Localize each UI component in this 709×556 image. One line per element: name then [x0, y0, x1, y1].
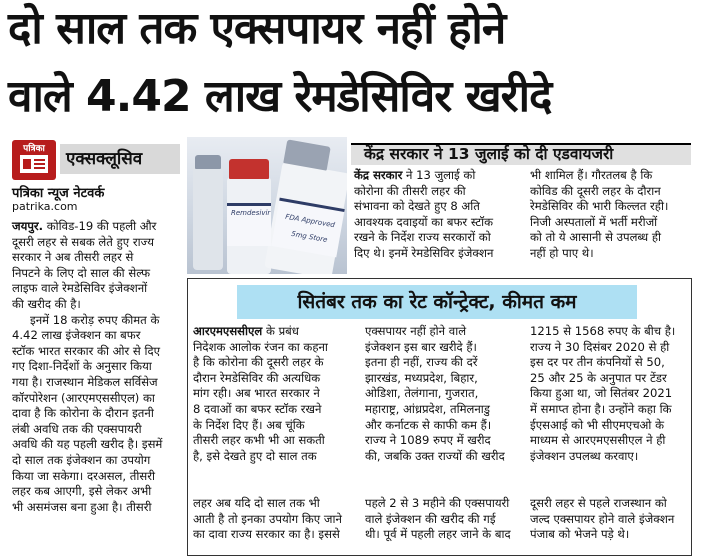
left-line: लाइफ वाले रेमडेसिविर इंजेक्शनों	[12, 281, 148, 296]
pullquote-heading: सितंबर तक का रेट कॉन्ट्रेक्ट, कीमत कम	[297, 291, 577, 313]
vial-brand-label: Remdesivir	[231, 209, 271, 217]
bottom1-line: का दावा राज्य सरकार का है। इससे	[193, 527, 340, 542]
left-line: इनमें 18 करोड़ रुपए कीमत के	[30, 312, 160, 327]
box2-line: की, जबकि उक्त राज्यों की खरीद	[365, 448, 505, 463]
website-link[interactable]: patrika.com	[12, 200, 78, 213]
box2-line: इंजेक्शन इस बार खरीदे हैं।	[365, 339, 477, 354]
bottom3-line: जल्द एक्सपायर होने वाले इंजेक्शन	[530, 511, 675, 526]
box1-line: मांग रही। अब भारत सरकार ने	[193, 386, 320, 401]
left-line: लंबी अवधि तक की एक्सपायरी	[12, 421, 142, 436]
box1-line: आरएमएससीएल के प्रबंध	[193, 324, 299, 338]
mid-top-line: आवश्यक दवाइयों का बफर स्टॉक	[354, 214, 494, 229]
box1-line: तीसरी लहर कभी भी आ सकती	[193, 433, 325, 448]
box3-line: किया हुआ था, जो सितंबर 2021	[530, 386, 673, 401]
left-line: सरकार ने अब तीसरी लहर से	[12, 250, 134, 265]
mid-top-line: रखने के निर्देश राज्य सरकारों को	[354, 230, 491, 245]
box3-line: इंजेक्शन उपलब्ध करवाए।	[530, 448, 639, 463]
left-line: की खरीद की है।	[12, 296, 81, 311]
left-line: गए दिशा-निर्देशों के अनुसार किया	[12, 359, 152, 374]
box-column-3	[530, 324, 690, 464]
bottom2-line: वाले इंजेक्शन की खरीद की गई	[365, 511, 496, 526]
box3-line: ईएसआई को भी सीएमएचओ के	[530, 417, 665, 432]
left-line: किया जा सकेगा। दरअसल, तीसरी	[12, 468, 155, 483]
box1-line: निदेशक आलोक रंजन का कहना	[193, 339, 328, 354]
box-column-2	[365, 324, 521, 464]
right-top-line: कोविड की दूसरी लहर के दौरान	[530, 183, 661, 198]
left-line: 4.42 लाख इंजेक्शन का बफर	[12, 328, 141, 343]
headline-line-1: दो साल तक एक्सपायर नहीं होने	[8, 3, 506, 54]
mid-top-column	[354, 168, 519, 262]
left-line: स्टॉक भारत सरकार की ओर से दिए	[12, 343, 161, 358]
left-line: जयपुर. कोविड-19 की पहली और	[12, 219, 157, 233]
box1-line: है, इसे देखते हुए दो साल तक	[193, 448, 317, 463]
dateline: जयपुर.	[12, 219, 44, 233]
box2-line: इतना ही नहीं, राज्य की दरें	[365, 355, 478, 370]
box3-line: राज्य ने 30 दिसंबर 2020 से ही	[530, 339, 670, 354]
mid-top-line: दिए थे। इनमें रेमडेसिविर इंजेक्शन	[354, 245, 494, 260]
headline-line-2: वाले 4.42 लाख रेमडेसिविर खरीदे	[8, 71, 552, 122]
bottom1-line: लहर अब यदि दो साल तक भी	[193, 496, 320, 510]
box2-line: और कर्नाटक से काफी कम हैं।	[365, 417, 492, 432]
newspaper-icon	[20, 155, 48, 173]
right-top-column	[530, 168, 692, 262]
exclusive-tag: एक्सक्लूसिव	[60, 144, 180, 174]
box-column-1	[193, 324, 353, 464]
bottom-column-2	[365, 496, 525, 543]
logo-text: पत्रिका	[23, 144, 45, 154]
left-line: भी असमंजस बना हुआ है। तीसरी	[12, 499, 152, 514]
right-top-line: को तो ये आसानी से उपलब्ध ही	[530, 230, 662, 245]
subhead-central-advisory: केंद्र सरकार ने 13 जुलाई को दी एडवायजरी	[364, 145, 614, 163]
box2-line: ओडिशा, तेलंगाना, गुजरात,	[365, 386, 479, 401]
bottom3-line: दूसरी लहर से पहले राजस्थान को	[530, 496, 667, 510]
left-column	[12, 219, 180, 515]
box1-line: दौरान रेमडेसिविर की अत्यधिक	[193, 370, 321, 385]
byline: पत्रिका न्यूज नेटवर्क	[12, 186, 105, 201]
vial-dose-label: 5mg Store	[290, 229, 329, 245]
left-line: निपटने के लिए दो साल की सेल्फ	[12, 265, 151, 280]
left-line: दावा है कि कोरोना के दौरान इतनी	[12, 406, 154, 421]
bottom1-line: आती है तो इनका उपयोग किए जाने	[193, 511, 342, 526]
bottom2-line: थी। पूर्व में पहली लहर जाने के बाद	[365, 527, 511, 542]
mid-top-line: संभावना को देखते हुए 8 अति	[354, 199, 480, 214]
remdesivir-vials-photo	[187, 137, 347, 274]
box3-line: 25 और 25 के अनुपात पर टेंडर	[530, 370, 667, 385]
box1-line: है कि कोरोना की दूसरी लहर के	[193, 355, 324, 370]
vial-sub-label: FDA Approved	[284, 212, 336, 230]
left-line: अवधि की यह पहली खरीद है। इसमें	[12, 437, 163, 452]
mid-top-line: केंद्र सरकार ने 13 जुलाई को	[354, 168, 476, 182]
bottom-column-1	[193, 496, 353, 543]
box3-line: में समाप्त होना है। उन्होंने कहा कि	[530, 401, 672, 416]
right-top-line: रेमडेसिविर की भारी किल्लत रही।	[530, 199, 669, 214]
right-top-line: निजी अस्पतालों में भर्ती मरीजों	[530, 214, 658, 229]
box2-line: झारखंड, मध्यप्रदेश, बिहार,	[365, 370, 478, 385]
patrika-logo	[12, 140, 56, 180]
box1-line: के निर्देश दिए हैं। अब चूंकि	[193, 417, 305, 432]
box3-line: 1215 से 1568 रुपए के बीच है।	[530, 324, 676, 338]
box2-line: एक्सपायर नहीं होने वाले	[365, 324, 467, 338]
box2-line: महाराष्ट्र, आंध्रप्रदेश, तमिलनाडु	[365, 401, 491, 416]
right-top-line: भी शामिल हैं। गौरतलब है कि	[530, 168, 653, 182]
left-line: लहर कब आएगी, इसे लेकर अभी	[12, 484, 152, 499]
right-top-line: नहीं हो पाए थे।	[530, 245, 594, 260]
mid-top-line: कोरोना की तीसरी लहर की	[354, 183, 466, 198]
bottom-column-3	[530, 496, 692, 543]
left-line: दो साल तक इंजेक्शन का उपयोग	[12, 452, 151, 467]
box1-line: 8 दवाओं का बफर स्टॉक रखने	[193, 401, 322, 416]
bottom3-line: पंजाब को भेजने पड़े थे।	[530, 527, 630, 542]
box2-line: राज्य ने 1089 रुपए में खरीद	[365, 433, 491, 448]
left-line: कॉरपोरेशन (आरएमएससीएल) का	[12, 390, 155, 405]
left-line: दूसरी लहर से सबक लेते हुए राज्य	[12, 234, 154, 249]
box3-line: इस दर पर तीन कंपनियों से 50,	[530, 355, 665, 370]
left-line: गया है। राजस्थान मेडिकल सर्विसेज	[12, 374, 158, 389]
bottom2-line: पहले 2 से 3 महीने की एक्सपायरी	[365, 496, 510, 510]
box3-line: माध्यम से आरएमएससीएल ने ही	[530, 433, 666, 448]
